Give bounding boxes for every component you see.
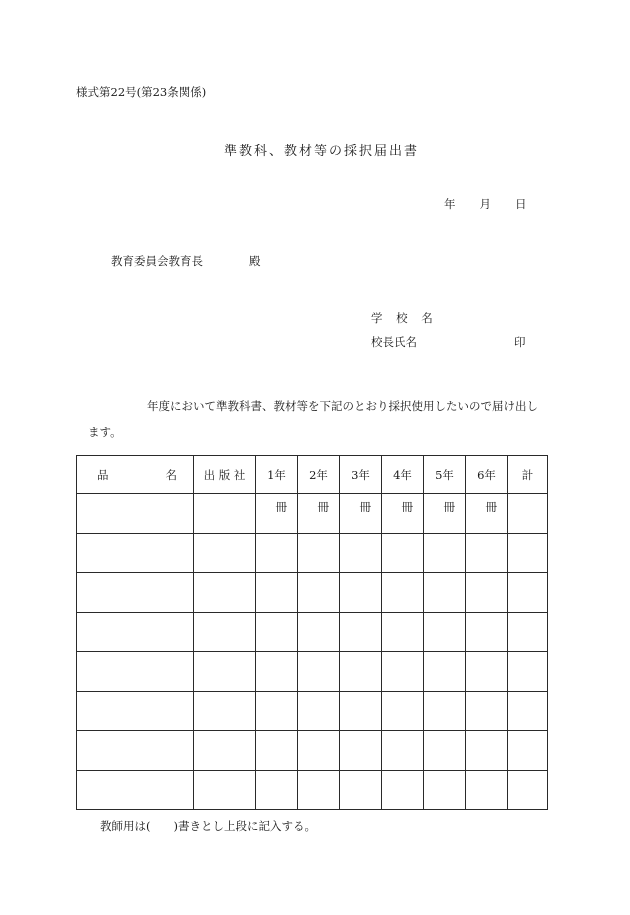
cell-year-3[interactable]: [340, 612, 382, 652]
unit-label: 冊: [359, 500, 371, 514]
cell-year-2[interactable]: [298, 494, 340, 534]
unit-label: 冊: [317, 500, 329, 514]
cell-total[interactable]: [508, 573, 548, 613]
cell-publisher[interactable]: [194, 691, 256, 731]
cell-year-1[interactable]: [256, 573, 298, 613]
date-line: [444, 196, 527, 212]
cell-total[interactable]: [508, 731, 548, 771]
cell-year-2[interactable]: [298, 691, 340, 731]
cell-year-4[interactable]: [382, 533, 424, 573]
header-publisher: 出 版 社: [194, 456, 256, 494]
cell-publisher[interactable]: [194, 731, 256, 771]
table-row: [77, 652, 548, 692]
addressee-recipient: 教育委員会教育長: [111, 254, 203, 268]
document-title: 準教科、教材等の採択届出書: [224, 144, 420, 159]
cell-year-4[interactable]: [382, 770, 424, 810]
cell-year-4[interactable]: [382, 612, 424, 652]
cell-year-5[interactable]: [424, 573, 466, 613]
table-row: [77, 612, 548, 652]
cell-year-3[interactable]: [340, 731, 382, 771]
seal-mark: 印: [514, 335, 526, 349]
body-text-line-1: 年度において準教科書、教材等を下記のとおり採択使用したいので届け出し: [147, 399, 538, 413]
cell-total[interactable]: [508, 612, 548, 652]
school-name-label: 学 校 名: [371, 311, 438, 325]
cell-item-name[interactable]: [77, 652, 194, 692]
cell-year-2[interactable]: [298, 573, 340, 613]
cell-year-5[interactable]: [424, 770, 466, 810]
table-header-row: [77, 456, 548, 494]
cell-year-4[interactable]: [382, 494, 424, 534]
cell-item-name[interactable]: [77, 691, 194, 731]
footnote: 教師用は( )書きとし上段に記入する。: [100, 819, 316, 833]
cell-year-6[interactable]: [466, 652, 508, 692]
cell-year-6[interactable]: [466, 533, 508, 573]
cell-year-3[interactable]: [340, 652, 382, 692]
cell-year-5[interactable]: [424, 612, 466, 652]
cell-year-5[interactable]: [424, 731, 466, 771]
cell-year-2[interactable]: [298, 731, 340, 771]
date-year-label: 年: [444, 197, 456, 211]
cell-item-name[interactable]: [77, 612, 194, 652]
cell-year-1[interactable]: [256, 652, 298, 692]
header-item-name-right: 名: [165, 467, 177, 482]
cell-publisher[interactable]: [194, 573, 256, 613]
addressee: [111, 253, 261, 269]
unit-label: 冊: [443, 500, 455, 514]
table-row: [77, 691, 548, 731]
cell-year-5[interactable]: [424, 533, 466, 573]
cell-total[interactable]: [508, 533, 548, 573]
cell-year-1[interactable]: [256, 731, 298, 771]
cell-year-4[interactable]: [382, 731, 424, 771]
table-row: [77, 573, 548, 613]
unit-label: 冊: [275, 500, 287, 514]
cell-year-6[interactable]: [466, 691, 508, 731]
cell-year-5[interactable]: [424, 494, 466, 534]
unit-label: 冊: [485, 500, 497, 514]
body-text-line-2: ます。: [88, 425, 122, 439]
cell-year-1[interactable]: [256, 533, 298, 573]
unit-label: 冊: [401, 500, 413, 514]
cell-total[interactable]: [508, 770, 548, 810]
cell-item-name[interactable]: [77, 573, 194, 613]
cell-year-1[interactable]: [256, 494, 298, 534]
cell-year-3[interactable]: [340, 533, 382, 573]
cell-publisher[interactable]: [194, 770, 256, 810]
cell-year-4[interactable]: [382, 573, 424, 613]
cell-publisher[interactable]: [194, 612, 256, 652]
cell-item-name[interactable]: [77, 494, 194, 534]
date-month-label: 月: [479, 197, 491, 211]
cell-year-5[interactable]: [424, 652, 466, 692]
addressee-honorific: 殿: [249, 254, 261, 268]
header-year-4: 4年: [382, 456, 424, 494]
header-item-name-left: 品: [97, 467, 109, 482]
cell-publisher[interactable]: [194, 652, 256, 692]
cell-publisher[interactable]: [194, 494, 256, 534]
cell-item-name[interactable]: [77, 731, 194, 771]
header-year-5: 5年: [424, 456, 466, 494]
header-year-6: 6年: [466, 456, 508, 494]
header-total: 計: [508, 456, 548, 494]
cell-total[interactable]: [508, 691, 548, 731]
table-row: [77, 770, 548, 810]
table-row: [77, 731, 548, 771]
cell-total[interactable]: [508, 494, 548, 534]
cell-year-3[interactable]: [340, 770, 382, 810]
cell-year-4[interactable]: [382, 652, 424, 692]
cell-year-2[interactable]: [298, 770, 340, 810]
table-row: [77, 533, 548, 573]
table-row: [77, 494, 548, 534]
cell-year-6[interactable]: [466, 612, 508, 652]
header-year-1: 1年: [256, 456, 298, 494]
cell-year-3[interactable]: [340, 573, 382, 613]
cell-year-4[interactable]: [382, 691, 424, 731]
cell-year-1[interactable]: [256, 691, 298, 731]
cell-year-2[interactable]: [298, 652, 340, 692]
cell-year-6[interactable]: [466, 494, 508, 534]
cell-year-1[interactable]: [256, 770, 298, 810]
header-year-2: 2年: [298, 456, 340, 494]
cell-year-3[interactable]: [340, 691, 382, 731]
cell-year-6[interactable]: [466, 731, 508, 771]
cell-publisher[interactable]: [194, 533, 256, 573]
date-day-label: 日: [515, 197, 527, 211]
cell-year-3[interactable]: [340, 494, 382, 534]
cell-total[interactable]: [508, 652, 548, 692]
cell-year-5[interactable]: [424, 691, 466, 731]
header-item-name: [77, 456, 194, 494]
cell-year-6[interactable]: [466, 573, 508, 613]
form-number: 様式第22号(第23条関係): [76, 85, 207, 99]
cell-year-2[interactable]: [298, 533, 340, 573]
header-year-3: 3年: [340, 456, 382, 494]
principal-name-label: 校長氏名: [371, 335, 417, 349]
cell-year-2[interactable]: [298, 612, 340, 652]
cell-item-name[interactable]: [77, 533, 194, 573]
cell-year-6[interactable]: [466, 770, 508, 810]
cell-item-name[interactable]: [77, 770, 194, 810]
cell-year-1[interactable]: [256, 612, 298, 652]
textbook-table: [76, 455, 548, 810]
